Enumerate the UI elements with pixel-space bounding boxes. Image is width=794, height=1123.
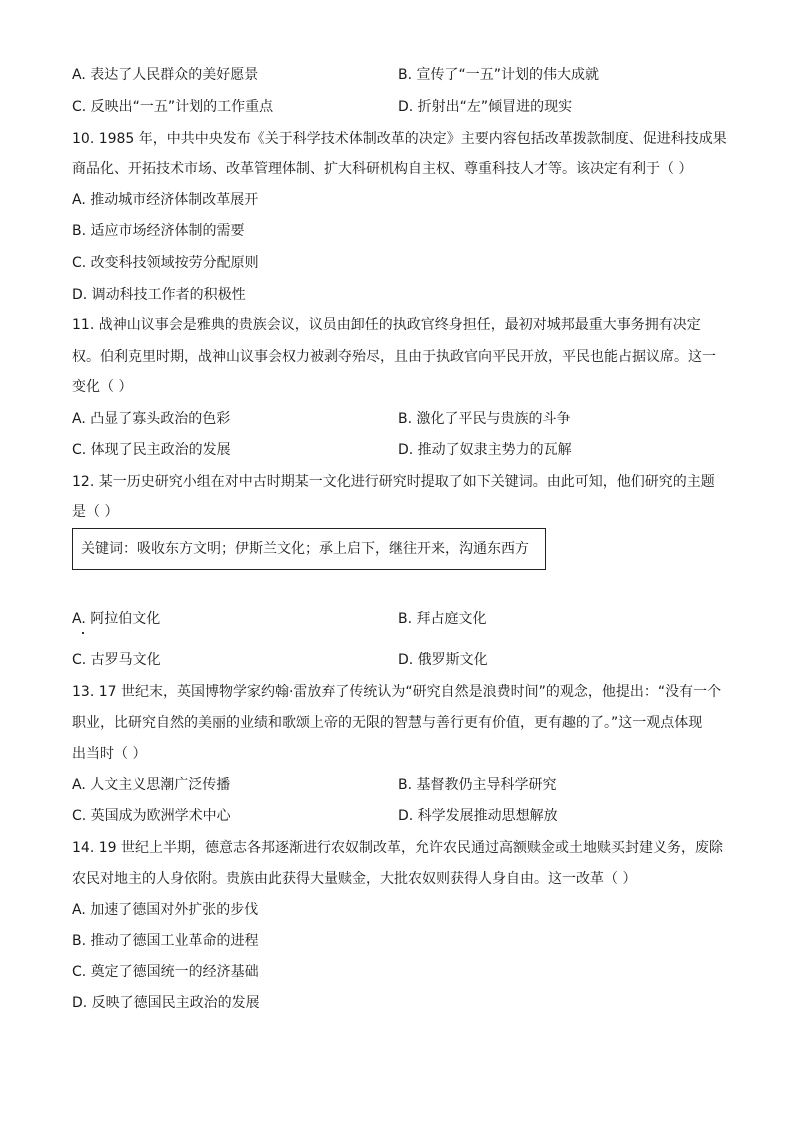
q12-option-c[interactable]: C. 古罗马文化	[72, 652, 161, 668]
q12-stem-line-2: 是（ ）	[72, 504, 119, 520]
q13-stem-line-2: 职业，比研究自然的美丽的业绩和歌颂上帝的无限的智慧与善行更有价值，更有趣的了。”这一观点体现	[72, 715, 703, 731]
q10-option-a[interactable]: A. 推动城市经济体制改革展开	[72, 192, 259, 208]
q14-option-c[interactable]: C. 奠定了德国统一的经济基础	[72, 964, 259, 980]
q14-option-a[interactable]: A. 加速了德国对外扩张的步伐	[72, 902, 259, 918]
q11-option-c[interactable]: C. 体现了民主政治的发展	[72, 442, 231, 458]
q12-option-a[interactable]: A. 阿拉伯文化	[72, 611, 161, 627]
keywords-box	[72, 528, 546, 570]
q14-option-d[interactable]: D. 反映了德国民主政治的发展	[72, 995, 260, 1011]
q9-option-c[interactable]: C. 反映出“一五”计划的工作重点	[72, 99, 274, 115]
q12-stem-line-1: 12. 某一历史研究小组在对中古时期某一文化进行研究时提取了如下关键词。由此可知，他们研究的主题	[72, 474, 715, 490]
stray-dot	[82, 632, 84, 634]
q11-option-b[interactable]: B. 激化了平民与贵族的斗争	[398, 411, 571, 427]
q10-option-c[interactable]: C. 改变科技领域按劳分配原则	[72, 255, 259, 271]
q13-stem-line-3: 出当时（ ）	[72, 746, 147, 762]
q10-option-b[interactable]: B. 适应市场经济体制的需要	[72, 223, 245, 239]
q13-option-d[interactable]: D. 科学发展推动思想解放	[398, 808, 558, 824]
q10-stem-line-2: 商品化、开拓技术市场、改革管理体制、扩大科研机构自主权、尊重科技人才等。该决定有利于（ ）	[72, 161, 693, 177]
q11-stem-line-3: 变化（ ）	[72, 379, 133, 395]
q12-option-d[interactable]: D. 俄罗斯文化	[398, 652, 488, 668]
keywords-text: 关键词：吸收东方文明；伊斯兰文化；承上启下，继往开来，沟通东西方	[81, 541, 529, 557]
q13-option-a[interactable]: A. 人文主义思潮广泛传播	[72, 777, 231, 793]
q11-option-d[interactable]: D. 推动了奴隶主势力的瓦解	[398, 442, 572, 458]
q12-option-b[interactable]: B. 拜占庭文化	[398, 611, 487, 627]
q13-option-b[interactable]: B. 基督教仍主导科学研究	[398, 777, 557, 793]
q10-option-d[interactable]: D. 调动科技工作者的积极性	[72, 287, 246, 303]
q13-option-c[interactable]: C. 英国成为欧洲学术中心	[72, 808, 231, 824]
q13-stem-line-1: 13. 17 世纪末，英国博物学家约翰·雷放弃了传统认为“研究自然是浪费时间”的观念，他提出：“没有一个	[72, 684, 722, 700]
q14-option-b[interactable]: B. 推动了德国工业革命的进程	[72, 933, 259, 949]
q9-option-b[interactable]: B. 宣传了“一五”计划的伟大成就	[398, 67, 600, 83]
q9-option-a[interactable]: A. 表达了人民群众的美好愿景	[72, 67, 259, 83]
q9-option-d[interactable]: D. 折射出“左”倾冒进的现实	[398, 99, 573, 115]
q14-stem-line-2: 农民对地主的人身依附。贵族由此获得大量赎金，大批农奴则获得人身自由。这一改革（ ）	[72, 871, 637, 887]
q14-stem-line-1: 14. 19 世纪上半期，德意志各邦逐渐进行农奴制改革，允许农民通过高额赎金或土地赎买封建义务，废除	[72, 840, 723, 856]
q10-stem-line-1: 10. 1985 年，中共中央发布《关于科学技术体制改革的决定》主要内容包括改革拨款制度、促进科技成果	[72, 131, 727, 147]
q11-option-a[interactable]: A. 凸显了寡头政治的色彩	[72, 411, 231, 427]
q11-stem-line-2: 权。伯利克里时期，战神山议事会权力被剥夺殆尽，且由于执政官向平民开放，平民也能占据议席。这一	[72, 349, 716, 365]
q11-stem-line-1: 11. 战神山议事会是雅典的贵族会议，议员由卸任的执政官终身担任，最初对城邦最重大事务拥有决定	[72, 317, 701, 333]
